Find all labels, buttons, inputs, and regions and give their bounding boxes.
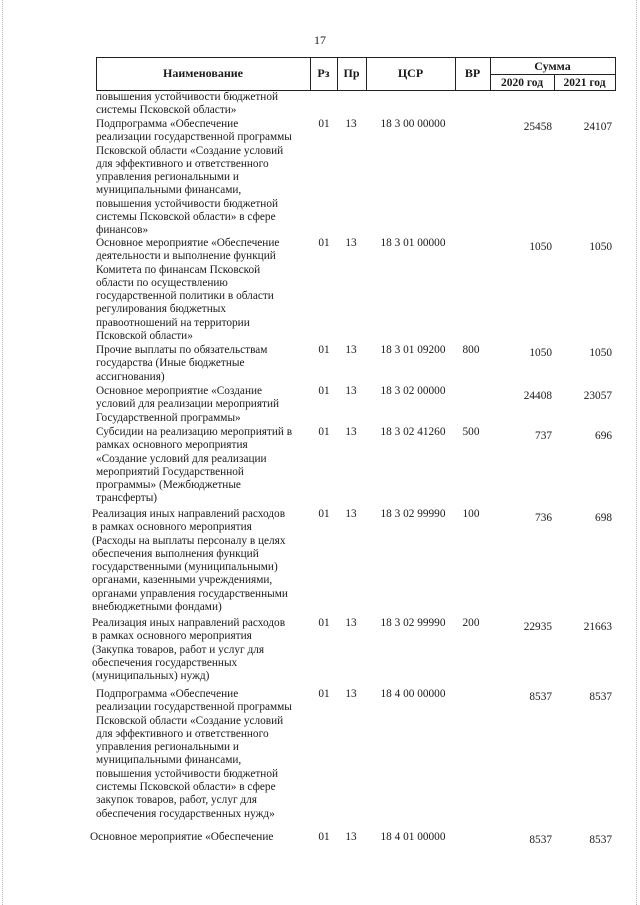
row-sum-2021: 23057 (583, 390, 612, 402)
row-csr: 18 4 01 00000 (380, 831, 446, 843)
row-name: Субсидии на реализацию мероприятий в рамках основного мероприятия «Создание условий для реализации мероприятий Государственной программы» (Межбюджетные трансферты) (96, 426, 293, 505)
row-csr: 18 3 02 99990 (380, 617, 446, 629)
header-csr: ЦСР (397, 66, 424, 80)
row-rz: 01 (318, 831, 330, 843)
row-pr: 13 (345, 344, 357, 356)
row-sum-2021: 8537 (589, 691, 612, 703)
row-vr: 800 (462, 344, 480, 356)
row-sum-2021: 24107 (583, 121, 612, 133)
header-top-border (96, 57, 615, 58)
page-number: 17 (314, 33, 326, 47)
row-csr: 18 3 02 00000 (380, 385, 446, 397)
row-name: Реализация иных направлений расходов в рамках основного мероприятия (Расходы на выплаты персоналу в целях обеспечения выполнения функций государственными (муниципальными) органами, казенными учреждениями, органами управления государственными внебюджетными фондами) (92, 508, 288, 614)
row-pr: 13 (345, 118, 357, 130)
row-sum-2021: 1050 (589, 347, 612, 359)
row-vr: 200 (462, 617, 480, 629)
row-rz: 01 (318, 617, 330, 629)
header-rz: Рз (317, 66, 330, 80)
row-sum-2020: 25458 (523, 121, 552, 133)
header-sum: Сумма (534, 59, 571, 73)
row-name: Основное мероприятие «Обеспечение деятельности и выполнение функций Комитета по финансам Псковской области по осуществлению государственной политики в области регулирования бюджетных правоотношений на территории Псковской области» (96, 237, 280, 343)
row-name: повышения устойчивости бюджетной системы Псковской области» (96, 91, 279, 117)
row-sum-2020: 1050 (529, 241, 552, 253)
row-sum-2021: 696 (595, 430, 612, 442)
header-divider (615, 57, 616, 91)
header-pr: Пр (343, 66, 360, 80)
row-sum-2020: 8537 (529, 691, 552, 703)
row-rz: 01 (318, 344, 330, 356)
row-sum-2021: 1050 (589, 241, 612, 253)
row-rz: 01 (318, 508, 330, 520)
row-vr: 500 (462, 426, 480, 438)
header-year-2021: 2021 год (563, 77, 606, 89)
row-csr: 18 3 02 41260 (380, 426, 446, 438)
row-sum-2020: 736 (535, 512, 552, 524)
row-csr: 18 3 01 09200 (380, 344, 446, 356)
row-sum-2020: 24408 (523, 390, 552, 402)
row-csr: 18 3 00 00000 (380, 118, 446, 130)
row-sum-2021: 8537 (589, 834, 612, 846)
row-pr: 13 (345, 385, 357, 397)
header-year-2020: 2020 год (500, 77, 544, 89)
row-sum-2021: 21663 (583, 621, 612, 633)
row-vr: 100 (462, 508, 480, 520)
row-pr: 13 (345, 426, 357, 438)
header-name: Наименование (163, 66, 243, 80)
row-sum-2020: 22935 (523, 621, 552, 633)
row-csr: 18 3 02 99990 (380, 508, 446, 520)
row-name: Прочие выплаты по обязательствам государства (Иные бюджетные ассигнования) (96, 344, 268, 383)
row-rz: 01 (318, 688, 330, 700)
row-sum-2020: 737 (535, 430, 552, 442)
table-header (0, 57, 640, 91)
row-rz: 01 (318, 426, 330, 438)
row-csr: 18 3 01 00000 (380, 237, 446, 249)
sum-divider (490, 74, 615, 75)
row-name: Основное мероприятие «Создание условий для реализации мероприятий Государственной программы» (96, 385, 280, 424)
row-pr: 13 (345, 831, 357, 843)
row-pr: 13 (345, 237, 357, 249)
row-pr: 13 (345, 688, 357, 700)
row-pr: 13 (345, 508, 357, 520)
row-rz: 01 (318, 237, 330, 249)
row-sum-2020: 1050 (529, 347, 552, 359)
scan-edge-left (2, 0, 4, 905)
row-name: Подпрограмма «Обеспечение реализации государственной программы Псковской области «Создание условий для эффективного и ответственного управления региональными и муниципальными финансами, повышения устойчивости бюджетной системы Псковской области» в сфере закупок товаров, работ, услуг для обеспечения государственных нужд» (96, 688, 292, 820)
row-csr: 18 4 00 00000 (380, 688, 446, 700)
header-vr: ВР (464, 66, 481, 80)
row-name: Подпрограмма «Обеспечение реализации государственной программы Псковской области «Создание условий для эффективного и ответственного управления региональными и муниципальными финансами, повышения устойчивости бюджетной системы Псковской области» в сфере финансов» (96, 118, 292, 237)
row-rz: 01 (318, 118, 330, 130)
row-sum-2020: 8537 (529, 834, 552, 846)
row-pr: 13 (345, 617, 357, 629)
row-rz: 01 (318, 385, 330, 397)
row-sum-2021: 698 (595, 512, 612, 524)
scan-edge-right (636, 0, 638, 905)
row-name: Основное мероприятие «Обеспечение (90, 831, 274, 843)
row-name: Реализация иных направлений расходов в рамках основного мероприятия (Закупка товаров, работ и услуг для обеспечения государственных (муниципальных) нужд) (92, 617, 286, 683)
